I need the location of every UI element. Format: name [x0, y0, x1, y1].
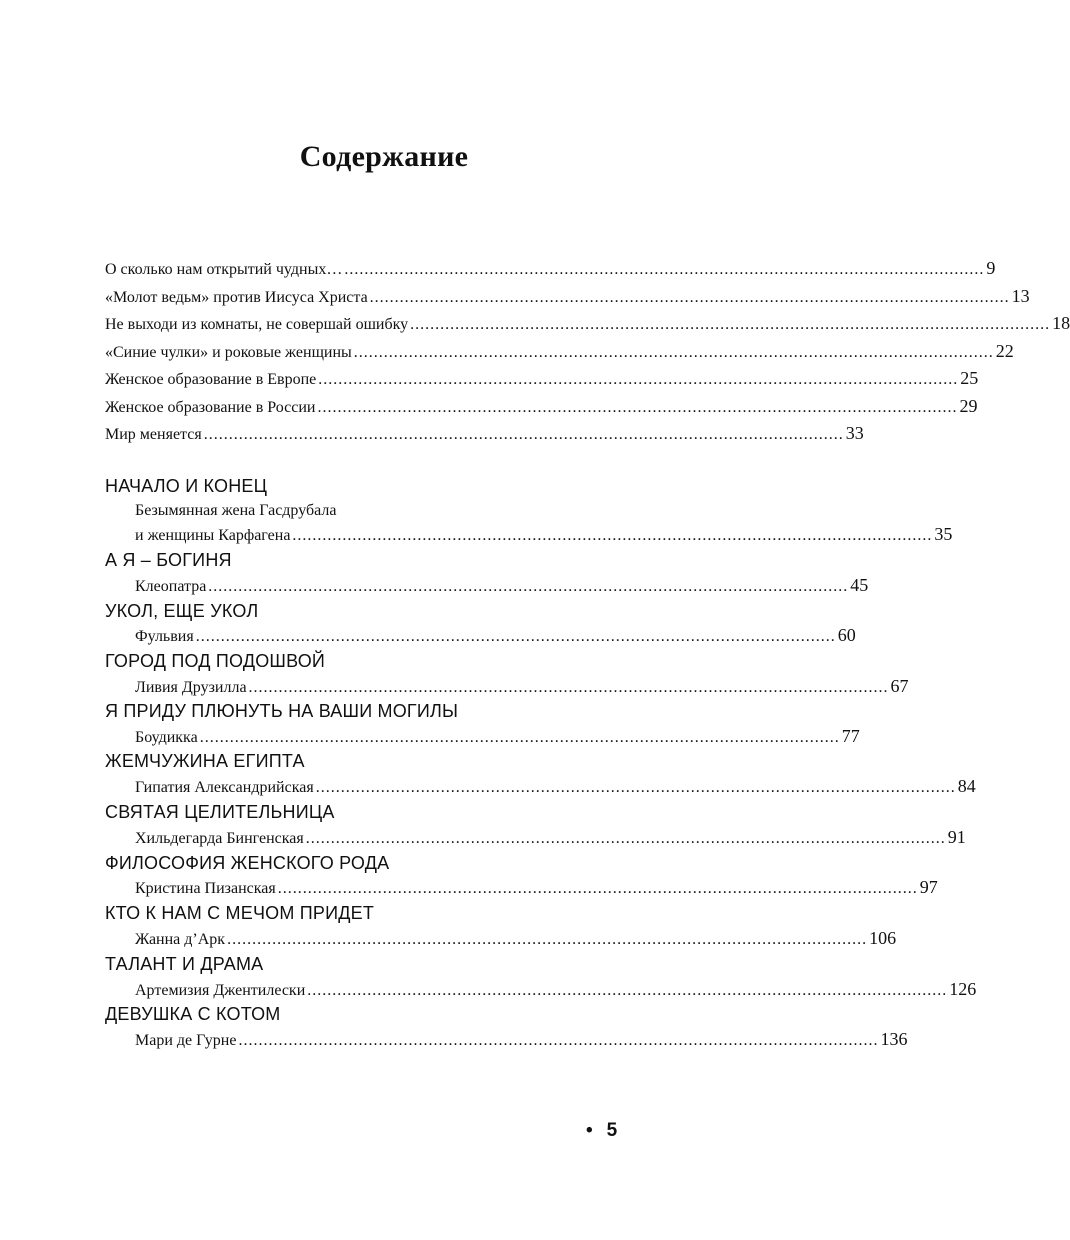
- toc-entry[interactable]: [135, 676, 909, 697]
- chapter-heading[interactable]: ФИЛОСОФИЯ ЖЕНСКОГО РОДА: [105, 853, 390, 873]
- toc-entry-page: 13: [1011, 286, 1030, 306]
- chapter-heading[interactable]: УКОЛ, ЕЩЕ УКОЛ: [105, 601, 259, 621]
- toc-entry-label: Хильдегарда Бингенская: [135, 830, 304, 847]
- dot-leader: ................................................................................................................................: [307, 982, 948, 999]
- dot-leader: ................................................................................................................................: [369, 289, 1010, 306]
- toc-entry-page: 97: [919, 877, 938, 897]
- chapter-heading[interactable]: Я ПРИДУ ПЛЮНУТЬ НА ВАШИ МОГИЛЫ: [105, 701, 459, 721]
- dot-leader: ................................................................................................................................: [199, 729, 840, 746]
- toc-entry-label: Артемизия Джентилески: [135, 982, 306, 999]
- dot-leader: ................................................................................................................................: [344, 261, 985, 278]
- toc-entry[interactable]: [105, 313, 1070, 334]
- toc-entry[interactable]: [135, 625, 856, 646]
- toc-entry[interactable]: [105, 423, 864, 444]
- toc-entry[interactable]: [135, 1029, 908, 1050]
- toc-entry-label: О сколько нам открытий чудных…: [105, 261, 343, 278]
- page-number: 5: [606, 1120, 618, 1141]
- toc-entry[interactable]: [105, 258, 996, 279]
- toc-entry-label: и женщины Карфагена: [135, 527, 291, 544]
- toc-entry-page: 77: [841, 726, 860, 746]
- toc-entry-label: «Молот ведьм» против Иисуса Христа: [105, 289, 368, 306]
- toc-entry-label: Мир меняется: [105, 426, 202, 443]
- toc-entry[interactable]: [105, 396, 978, 417]
- toc-entry-page: 84: [957, 776, 976, 796]
- toc-entry[interactable]: [105, 286, 1030, 307]
- toc-entry[interactable]: [135, 979, 977, 1000]
- toc-entry-label: Фульвия: [135, 628, 194, 645]
- chapter-heading[interactable]: КТО К НАМ С МЕЧОМ ПРИДЕТ: [105, 903, 375, 923]
- toc-entry-label: «Синие чулки» и роковые женщины: [105, 344, 352, 361]
- chapter-heading[interactable]: СВЯТАЯ ЦЕЛИТЕЛЬНИЦА: [105, 802, 335, 822]
- toc-entry-page: 126: [949, 979, 977, 999]
- toc-entry-label: Женское образование в Европе: [105, 371, 317, 388]
- toc-entry-label: Ливия Друзилла: [135, 679, 247, 696]
- chapter-heading[interactable]: ТАЛАНТ И ДРАМА: [105, 954, 264, 974]
- dot-leader: ................................................................................................................................: [195, 628, 836, 645]
- toc-entry-label: Боудикка: [135, 729, 198, 746]
- dot-leader: ................................................................................................................................: [353, 344, 994, 361]
- chapter-heading[interactable]: ГОРОД ПОД ПОДОШВОЙ: [105, 651, 326, 671]
- dot-leader: ................................................................................................................................: [248, 679, 889, 696]
- toc-entry[interactable]: [135, 524, 953, 545]
- toc-entry[interactable]: [135, 827, 966, 848]
- dot-leader: ................................................................................................................................: [410, 316, 1051, 333]
- dot-leader: ................................................................................................................................: [203, 426, 844, 443]
- toc-entry[interactable]: [135, 877, 938, 898]
- toc-entry-page: 45: [850, 575, 869, 595]
- toc-entry-label: Женское образование в России: [105, 399, 316, 416]
- page-title: Содержание: [299, 140, 469, 173]
- toc-entry-label: Гипатия Александрийская: [135, 779, 314, 796]
- toc-entry-page: 22: [995, 341, 1014, 361]
- toc-entry-page: 60: [837, 625, 856, 645]
- dot-leader: ................................................................................................................................: [318, 371, 959, 388]
- chapter-heading[interactable]: ЖЕМЧУЖИНА ЕГИПТА: [105, 751, 305, 771]
- toc-entry[interactable]: [135, 726, 860, 747]
- dot-leader: ................................................................................................................................: [208, 578, 849, 595]
- toc-entry-page: 9: [986, 258, 996, 278]
- toc-entry-label: Кристина Пизанская: [135, 880, 276, 897]
- dot-leader: ................................................................................................................................: [317, 399, 958, 416]
- toc-entry-page: 67: [890, 676, 909, 696]
- toc-entry-label: Жанна д’Арк: [135, 931, 226, 948]
- dot-leader: ................................................................................................................................: [238, 1032, 879, 1049]
- toc-entry-page: 25: [960, 368, 979, 388]
- toc-entry[interactable]: [105, 341, 1014, 362]
- toc-entry-label: Клеопатра: [135, 578, 207, 595]
- page-folio: [586, 1120, 617, 1142]
- toc-entry-page: 106: [869, 928, 897, 948]
- toc-entry-label: Мари де Гурне: [135, 1032, 237, 1049]
- toc-entry-page: 35: [934, 524, 953, 544]
- dot-leader: ................................................................................................................................: [305, 830, 946, 847]
- chapter-heading[interactable]: А Я – БОГИНЯ: [105, 550, 232, 570]
- toc-entry-page: 18: [1052, 313, 1070, 333]
- toc-entry-label: Не выходи из комнаты, не совершай ошибку: [105, 316, 409, 333]
- dot-leader: ................................................................................................................................: [277, 880, 918, 897]
- toc-entry-page: 91: [947, 827, 966, 847]
- bullet-icon: •: [586, 1120, 593, 1141]
- chapter-heading[interactable]: НАЧАЛО И КОНЕЦ: [105, 476, 268, 496]
- chapter-subtitle-line: Безымянная жена Гасдрубала: [135, 502, 337, 519]
- toc-entry-page: 136: [880, 1029, 908, 1049]
- toc-entry[interactable]: [135, 575, 869, 596]
- dot-leader: ................................................................................................................................: [227, 931, 868, 948]
- toc-entry[interactable]: [135, 928, 897, 949]
- toc-entry[interactable]: [135, 776, 976, 797]
- toc-entry-page: 29: [959, 396, 978, 416]
- toc-entry-page: 33: [845, 423, 864, 443]
- dot-leader: ................................................................................................................................: [292, 527, 933, 544]
- dot-leader: ................................................................................................................................: [315, 779, 956, 796]
- chapter-heading[interactable]: ДЕВУШКА С КОТОМ: [105, 1004, 281, 1024]
- toc-entry[interactable]: [105, 368, 979, 389]
